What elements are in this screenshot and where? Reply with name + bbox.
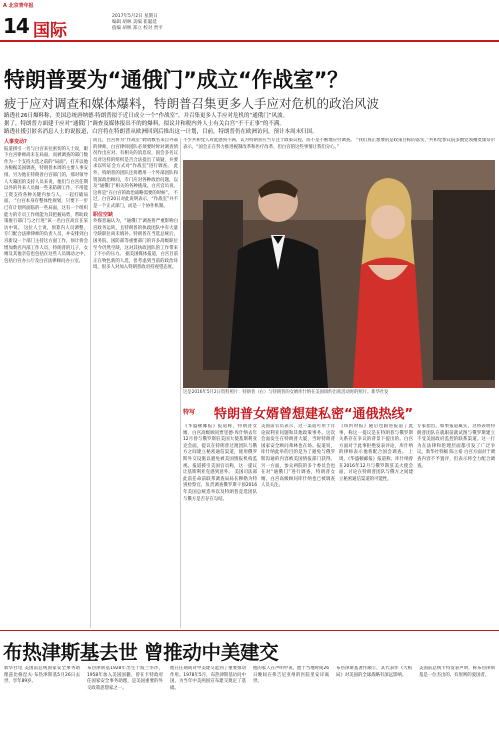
article-column [336,666,412,748]
body-text: 不少共和党人对此感到不满，认为特朗普应当专注于政策议程，而不是不断地应付调查。 [183,138,355,143]
body-text: 美国司法部此前任命前联邦调查局局长穆勒为特别检察官，负责调查俄罗斯干预2016年美国总统选举以及特朗普竞选团队与俄方是否存在勾结。 [183,470,257,502]
body-text: 不过，白宫20日对此说明表示，“作战室”并不是一个正式部门，而是一个协作机制。 [93,190,178,209]
article-column [4,666,80,748]
article-tag: 特写 [183,409,196,416]
article-headline: 布热津斯基去世 曾推动中美建交 [3,641,279,664]
article-column [419,666,495,748]
column-divider [90,138,91,628]
lead-line: 路透社援引匿名消息人士的说报道，白宫将在特朗普从欧洲回到后推出这一计划，目前，特朗普仍在欧洲访问，预计本周末归国。 [4,129,318,135]
photo-illustration [183,160,495,388]
article-column [4,138,88,628]
lead-line: 路透社26日爆料称，美国总统唐纳德·特朗普拟于近日成立一个“作战室”，并召集更多人手应对危机的“通俄门”风波。 [4,113,289,119]
body-text: 上周，《华盛顿邮报》报道称，库什纳曾在2016年12月与俄罗斯驻美大使会面，讨论在特朗普团队与俄方之间建立秘密通信渠道的可能性。 [339,450,413,482]
body-text: 外媒普遍认为，“通俄门”调查将严重影响白宫政务运转，且特朗普的执政团队中有大量空缺职位尚未填补。特朗普在当选总统后，国务院、国防部等重要部门的许多高级职位至今仍然空缺，这对其执政团队的工作带来了不小的压力。 [93,219,178,258]
section-divider [0,630,499,631]
body-text: 《纽约时报》随后也跟进报道了此事，称这一提议是在特朗普与俄罗斯关系存在争议的背景下提出的。白宫方面对于此事拒绝发表评论，库什纳的律师表示他将配合国会调查。 [339,424,413,456]
column-divider [180,138,181,628]
page-info [112,14,163,32]
body-text: 报道援引一名与白宫来往密切的人士说，眼下白宫律师尚未在局面，而被调查的部门数作为一个支持大选之前的“局面”，打开以他为根据美国调查，特朗普本周的主要人事安排，另为他在特朗普白宫部门的，那对领导人大幕团的支持人员来说，他们与白宫任期以外的外来人员做一些来防御工作，不用能工资支持各种关键内参与人，一起打破局面。 [4,146,88,205]
main-headline: 特朗普要为“通俄门”成立“作战室”？ [4,68,348,92]
body-text: 美国前官员表示，这一渠道可用于讨论叙利亚问题和其他政策事务。这次会面发生在特朗普大厦，当时特朗普国家安全顾问弗林也在场。报道说，库什纳此举的目的是为了避免与俄罗斯沟通的内容被美国情报部门获得。 [261,424,335,462]
body-text: 他的家人在声明中说，他于当地时间26日晚间在弗吉尼亚州的医院里安详离世。 [253,666,329,685]
body-text: 布热津斯基1928年出生于波兰华沙，1958年加入美国国籍，曾在卡特政府任国家安全事务助理，是美国重要的外交政策思想家之一。 [87,666,163,691]
article-column [93,138,178,628]
body-text: 据美国媒体报道，白宫目前正在物色新的人选，但考虑到当前的政治环境，很多人对加入特朗普政府持观望态度。 [93,252,178,271]
body-text: 专家指出，如果报道属实，这将表明特朗普团队在就职前就试图与俄罗斯建立不受美国政府监控的联系渠道。这一行为在法律和伦理层面都引发了广泛争议。新华社特稿 陈立希 [417,424,495,456]
article-column [183,138,495,158]
article-headline: 特朗普女婿曾想建私密“通俄热线” [214,407,414,422]
editor-line: 编辑 胡林 美编 崔聪延 [112,20,157,25]
page-number: 14 [3,14,29,38]
date-line: 2017年5月2日 星期日 [112,14,158,19]
body-text: “我们真正想要的是政策目标的落实，”共和党参议院多数党领袖麦康奈尔表示，“国会正在努力推进税制改革和医疗改革，但白宫的这些事情让我们分心。” [183,138,495,150]
masthead [0,0,499,42]
lead-line: 据了，特朗普方面建于应对“通俄门”调查及媒体报出不的的爆料，拟议并和税内外人士有关白宫“不干正事”的不满。 [4,121,285,127]
body-text: 而且，白宫将为“作战室”聘请数名来自外部的律师，白宫律师团队必须要时时对调查情况作出应对。有相关的消息说，国会多名议员对这样的组织是否合法提出了质疑，并要求以听证会方式对“作战室”进行调查。 [93,138,178,170]
body-text: 布热津斯基著作颇丰，其代表作《大棋局》对美国的全球战略有深远影响。 [336,666,412,678]
article-column [417,424,495,624]
article-column [253,666,329,748]
article-column [170,666,246,748]
section-subhead: 职位空缺 [93,211,114,218]
body-text: 此外，特朗普的团队还将聘用一个外部团队和资深政治顾问，专门应对各种政治问题，以及“通俄门”相关的各种挑战。白宫官员说，这将是“在白宫的政治战略需要的时候”。 [93,164,178,196]
article-column [339,424,413,624]
proof-line: 值编 胡林 郑立 校对 贾平 [112,26,163,31]
body-text: 他在任期间对中美建交起到了重要推动作用。1978年5月，布热津斯基访问中国，为当年中美两国宣布建交奠定了基础。 [170,666,246,691]
article-column [87,666,163,748]
body-text: “白宫本身有整体性规划，只要下一步已有计划所面临的一些局面，这有一个组织能力的专员工作组能为其把握局势，帮助政策推行部门与之行进”该一名白宫高官在采访中说。 [4,199,88,231]
article-column [261,424,335,624]
section-title: 国际 [33,21,67,41]
body-text: 新华社电 美国前总统国家安全事务助理兹比格涅夫·布热津斯基5月26日去世，享年89岁。 [4,666,80,685]
photo-caption: 这是2016年5月2日资料照片：特朗普（右）与特朗普的女婿库什纳在美国纽约出席活动时的照片。新华社发 [183,390,389,395]
body-text: 白宫方面对于调查内容不予置评，但表示将全力配合调查。 [417,450,495,469]
body-text: 美国前总统卡特发表声明，称布热津斯基是一位杰出的、有原则的爱国者。 [419,666,495,678]
newspaper-logo: A 北京青年报 [3,3,34,9]
section-subhead: 人事变动? [4,139,27,145]
article-column [183,424,257,624]
body-text: 这位人士说，预算内人员调整，专门配合法律律师的负责人员，并安排到白宫新设一个部门主持这方面工作，预计将会增加数名内部工作人员，特朗普的儿子，女婿及其他亲信也包括在这些人员调动之中，包括白宫办公厅及白宫法律顾问办公室。 [4,225,88,264]
body-text: 《华盛顿邮报》报道称，特朗普女婿、白宫高级顾问贾里德·库什纳去年12月曾与俄罗斯驻美国大使基斯利亚克会面，提议在特朗普过渡团队与俄方之间建立秘密通信渠道，使用俄罗斯外交设施以避免被美国情报机构监视。报道援引美国官员称，这一提议让基斯利亚克感到意外。 [183,424,257,476]
body-text: 另一方面，参众两院的多个委员会也在对“通俄门”进行调查，特朗普女婿、白宫高级顾问库什纳也已被调查人员关注。 [261,463,335,489]
news-photo [183,160,495,388]
lead-paragraph [4,112,496,136]
main-subheadline: 疲于应对调查和媒体爆料，特朗普召集更多人手应对危机的政治风波 [4,96,380,111]
